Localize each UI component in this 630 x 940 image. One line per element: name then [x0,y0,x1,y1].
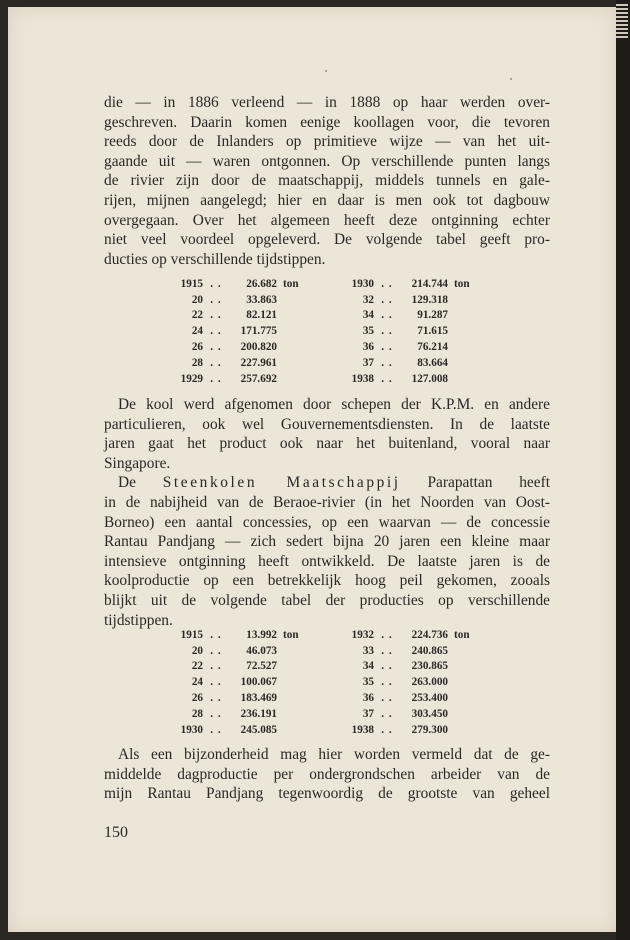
year-cell: 26 [191,692,203,705]
unit-cell [277,722,313,738]
text-line: blijkt uit de volgende tabel der producties op verschillende [104,591,550,609]
value-cell: 71.615 [417,325,448,338]
unit-cell: ton [283,628,299,641]
unit-cell [277,659,313,675]
table-row [176,659,484,675]
year-cell: 36 [362,341,374,354]
unit-cell [277,371,313,387]
value-cell: 33.863 [246,293,277,306]
unit-cell [277,339,313,355]
table-row [176,308,484,324]
leader-dots: . . [381,707,393,720]
column-gap [313,308,347,324]
year-cell: 34 [362,660,374,673]
value-cell: 263.000 [411,676,448,689]
text-line: rijen, mijnen aangelegd; hier en daar is men ook tot dagbouw [104,191,550,209]
value-cell: 236.191 [240,707,277,720]
unit-cell [277,690,313,706]
unit-cell [277,323,313,339]
paragraph-1 [104,93,550,269]
value-cell: 26.682 [246,277,277,290]
unit-cell [448,690,484,706]
production-table-2 [176,627,484,738]
year-cell: 35 [362,676,374,689]
column-gap [313,674,347,690]
table-row [176,627,484,643]
value-cell: 46.073 [246,644,277,657]
column-gap [313,292,347,308]
text-line: die — in 1886 verleend — in 1888 op haar werden over- [104,94,550,111]
text-line: intensieve ontginning heeft ontwikkeld. De laatste jaren is de [104,552,550,570]
column-gap [313,690,347,706]
leader-dots: . . [210,325,222,338]
leader-dots: . . [210,356,222,369]
body-text-3 [104,745,550,804]
text-line: reeds door de Inlanders op primitieve wijze — van het uit- [104,133,550,151]
unit-cell [448,292,484,308]
text-line: niet veel voordeel opgeleverd. De volgende tabel geeft pro- [104,231,550,249]
unit-cell [448,371,484,387]
text-line: Als een bijzonderheid mag hier worden vermeld dat de ge- [118,746,550,763]
unit-cell [448,722,484,738]
leader-dots: . . [381,309,393,322]
unit-cell [448,323,484,339]
column-gap [313,722,347,738]
paragraph-3-start: De [118,474,136,492]
table-row [176,674,484,690]
table-row [176,371,484,387]
value-cell: 171.775 [240,325,277,338]
leader-dots: . . [381,676,393,689]
paragraph-3 [104,473,550,630]
column-gap [313,627,347,643]
value-cell: 100.067 [240,676,277,689]
table-row [176,643,484,659]
value-cell: 279.300 [411,723,448,736]
value-cell: 129.318 [411,293,448,306]
value-cell: 82.121 [246,309,277,322]
leader-dots: . . [210,309,222,322]
value-cell: 227.961 [240,356,277,369]
year-cell: 24 [191,325,203,338]
value-cell: 240.865 [411,644,448,657]
year-cell: 1915 [180,628,203,641]
leader-dots: . . [381,341,393,354]
column-gap [313,706,347,722]
text-line: in de nabijheid van de Beraoe-rivier (in het Noorden van Oost- [104,493,550,511]
value-cell: 257.692 [240,372,277,385]
unit-cell [448,659,484,675]
leader-dots: . . [210,707,222,720]
table-row [176,323,484,339]
scan-edge-marker [616,4,628,38]
text-line [104,473,550,493]
text-line: Borneo) een aantal concessies, op een waarvan — de concessie [104,513,550,531]
year-cell: 28 [191,707,203,720]
year-cell: 33 [362,644,374,657]
text-line: middelde dagproductie per ondergrondschen arbeider van de [104,765,550,783]
year-cell: 35 [362,325,374,338]
year-cell: 22 [191,660,203,673]
leader-dots: . . [210,628,222,641]
year-cell: 22 [191,309,203,322]
year-cell: 1929 [180,372,203,385]
scan-edge [616,0,630,940]
year-cell: 1930 [351,277,374,290]
unit-cell [448,308,484,324]
text-line: Singapore. [104,454,171,472]
leader-dots: . . [381,356,393,369]
unit-cell [448,355,484,371]
column-gap [313,643,347,659]
unit-cell [277,706,313,722]
text-line: geschreven. Daarin komen eenige koollagen voor, die tevoren [104,113,550,131]
value-cell: 183.469 [240,692,277,705]
column-gap [313,371,347,387]
year-cell: 1932 [351,628,374,641]
value-cell: 253.400 [411,692,448,705]
unit-cell: ton [454,277,470,290]
unit-cell [448,643,484,659]
text-line: ducties op verschillende tijdstippen. [104,250,326,268]
year-cell: 1915 [180,277,203,290]
leader-dots: . . [210,341,222,354]
paragraph-4 [104,745,550,804]
table-row [176,690,484,706]
table-row [176,276,484,292]
text-line: de rivier zijn door de maatschappij, middels tunnels en gale- [104,172,550,190]
unit-cell [277,355,313,371]
text-line: overgegaan. Over het algemeen heeft deze ontginning echter [104,211,550,229]
unit-cell [277,674,313,690]
production-table-1 [176,276,484,387]
text-line: particulieren, ook wel Gouvernementsdiensten. In de laatste [104,415,550,433]
unit-cell [448,706,484,722]
paragraph-2 [104,395,550,473]
text-line: gaande uit — waren ontgonnen. Op verschillende punten langs [104,152,550,170]
body-text-2 [104,395,550,630]
year-cell: 24 [191,676,203,689]
table-row [176,292,484,308]
value-cell: 245.085 [240,723,277,736]
year-cell: 36 [362,692,374,705]
value-cell: 72.527 [246,660,277,673]
text-line: Rantau Pandjang — zich sedert bijna 20 jaren een kleine maar [104,533,550,551]
year-cell: 34 [362,309,374,322]
text-line: De kool werd afgenomen door schepen der K.P.M. en andere [118,396,550,413]
table-row [176,722,484,738]
value-cell: 83.664 [417,356,448,369]
text-line: koolproductie op een betrekkelijk hoog peil gekomen, zooals [104,572,550,590]
year-cell: 1930 [180,723,203,736]
unit-cell [448,339,484,355]
value-cell: 224.736 [411,628,448,641]
unit-cell [277,643,313,659]
value-cell: 91.287 [417,309,448,322]
leader-dots: . . [381,644,393,657]
leader-dots: . . [381,325,393,338]
year-cell: 37 [362,707,374,720]
value-cell: 76.214 [417,341,448,354]
column-gap [313,276,347,292]
year-cell: 1938 [351,372,374,385]
leader-dots: . . [210,660,222,673]
year-cell: 28 [191,356,203,369]
year-cell: 26 [191,341,203,354]
column-gap [313,659,347,675]
page-number: 150 [104,824,128,841]
unit-cell [277,308,313,324]
column-gap [313,323,347,339]
value-cell: 200.820 [240,341,277,354]
table-row [176,355,484,371]
unit-cell: ton [454,628,470,641]
value-cell: 303.450 [411,707,448,720]
leader-dots: . . [381,692,393,705]
text-line: tijdstippen. [104,611,173,629]
year-cell: 32 [362,293,374,306]
leader-dots: . . [210,723,222,736]
leader-dots: . . [210,676,222,689]
paragraph-3-first-line-end: Parapattan heeft [427,474,550,492]
year-cell: 1938 [351,723,374,736]
leader-dots: . . [381,660,393,673]
paper-speck [510,78,512,80]
leader-dots: . . [381,723,393,736]
column-gap [313,355,347,371]
leader-dots: . . [381,293,393,306]
year-cell: 20 [191,293,203,306]
leader-dots: . . [381,628,393,641]
unit-cell: ton [283,277,299,290]
leader-dots: . . [210,372,222,385]
company-name: Steenkolen Maatschappij [162,474,401,492]
leader-dots: . . [210,277,222,290]
unit-cell [277,292,313,308]
leader-dots: . . [210,293,222,306]
table-row [176,706,484,722]
paper-speck [325,70,327,72]
value-cell: 214.744 [411,277,448,290]
value-cell: 13.992 [246,628,277,641]
leader-dots: . . [210,692,222,705]
year-cell: 20 [191,644,203,657]
table-row [176,339,484,355]
column-gap [313,339,347,355]
text-line: jaren gaat het product ook naar het buitenland, vooral naar [104,435,550,453]
value-cell: 230.865 [411,660,448,673]
year-cell: 37 [362,356,374,369]
text-line: mijn Rantau Pandjang tegenwoordig de grootste van geheel [104,785,550,803]
leader-dots: . . [381,372,393,385]
body-text [104,93,550,269]
value-cell: 127.008 [411,372,448,385]
leader-dots: . . [210,644,222,657]
leader-dots: . . [381,277,393,290]
unit-cell [448,674,484,690]
